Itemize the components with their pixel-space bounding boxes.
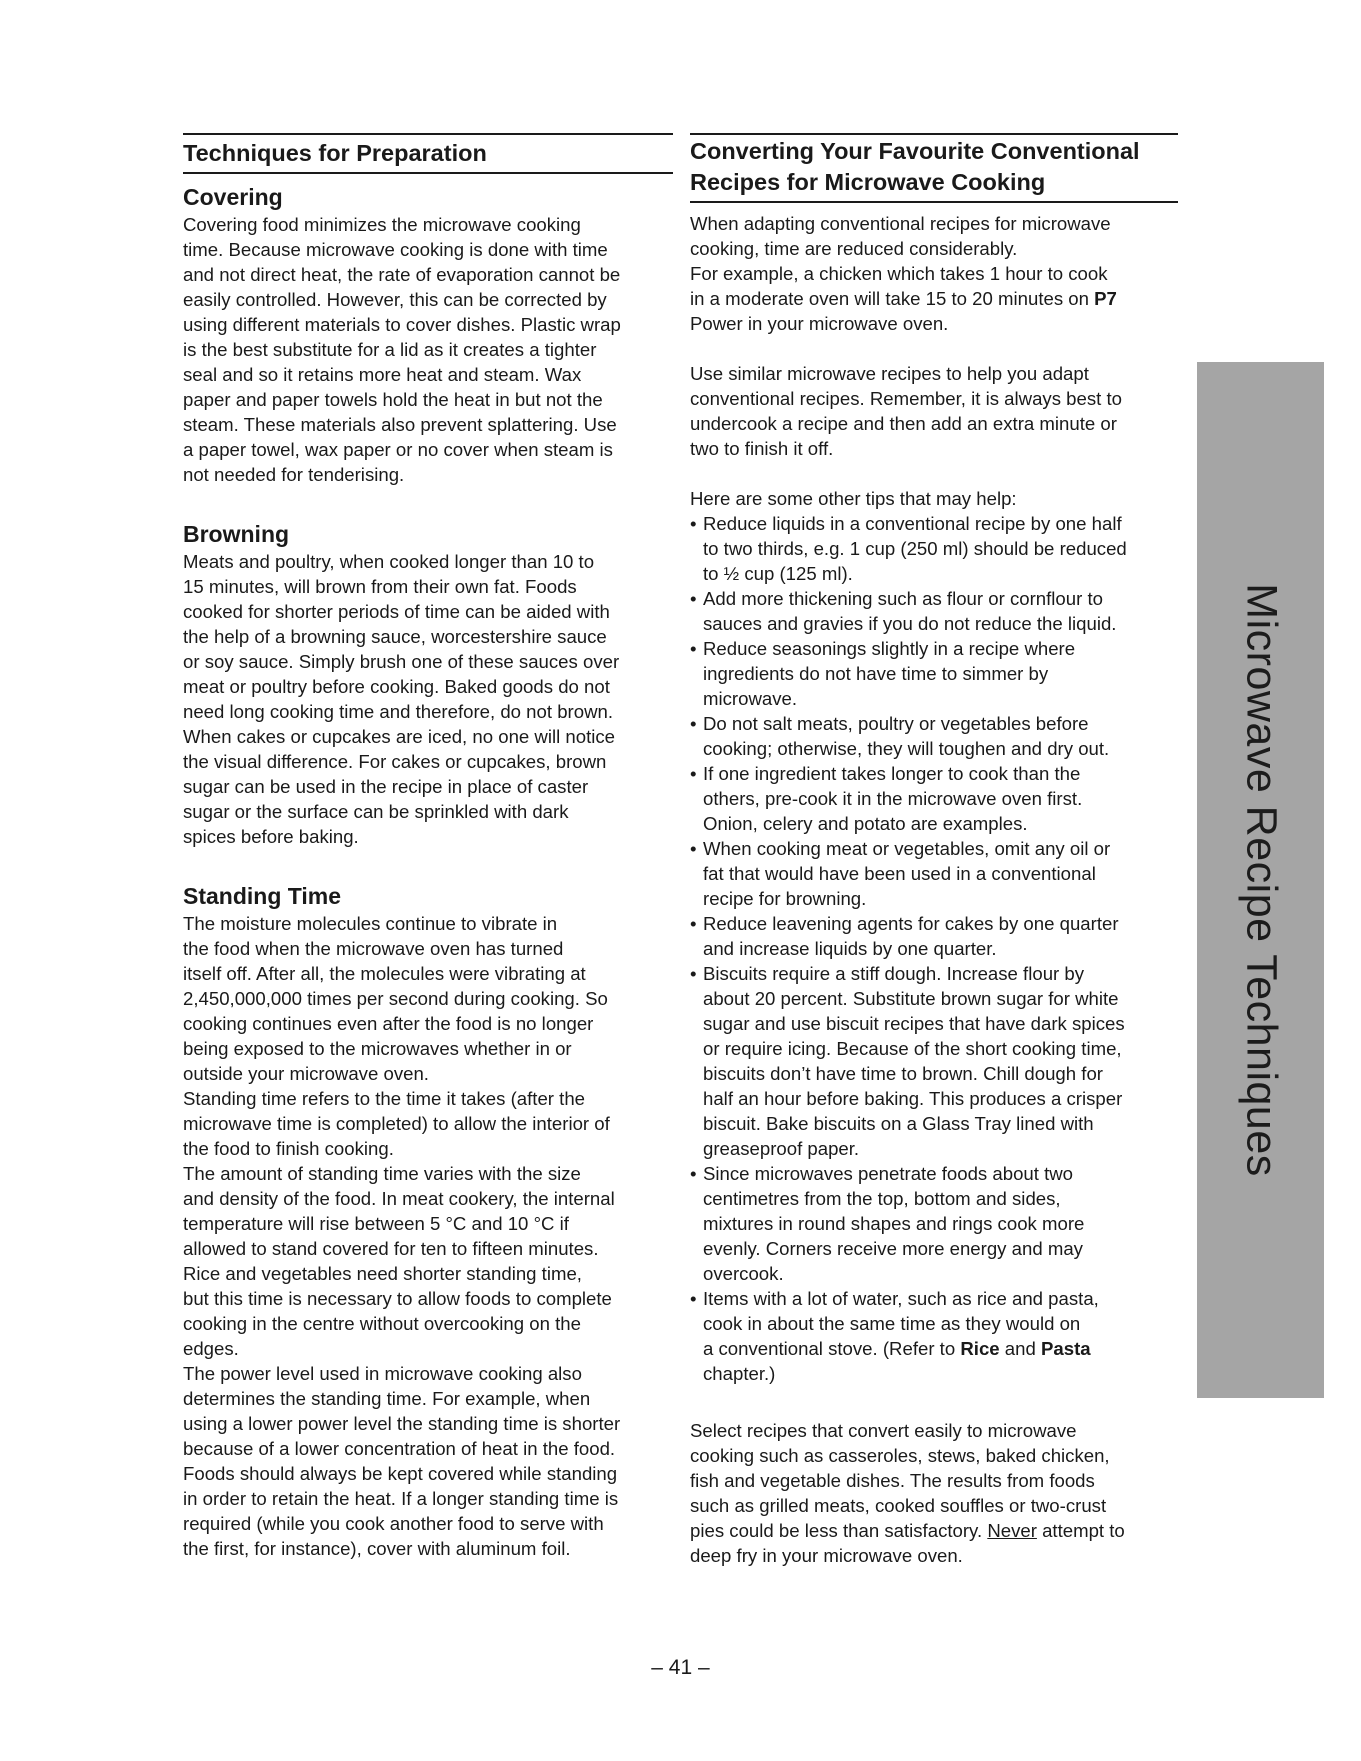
text-line: or require icing. Because of the short cooking time,	[703, 1038, 1122, 1059]
heading-browning: Browning	[183, 521, 290, 547]
text-line: Onion, celery and potato are examples.	[703, 813, 1028, 834]
text-line: biscuit. Bake biscuits on a Glass Tray lined with	[703, 1113, 1094, 1134]
text-line: in order to retain the heat. If a longer standing time is	[183, 1488, 619, 1509]
text-line: Use similar microwave recipes to help you adapt	[690, 363, 1089, 384]
text-line: allowed to stand covered for ten to fifteen minutes.	[183, 1238, 599, 1259]
tips-list	[690, 511, 1178, 1386]
chapter-tab	[1197, 362, 1324, 1398]
text-line: using different materials to cover dishes. Plastic wrap	[183, 314, 621, 335]
text-line: cook in about the same time as they would on	[703, 1313, 1081, 1334]
text-line: the help of a browning sauce, worcestershire sauce	[183, 626, 607, 647]
text-line: half an hour before baking. This produces a crisper	[703, 1088, 1123, 1109]
text-line: about 20 percent. Substitute brown sugar for white	[703, 988, 1119, 1009]
text-line: the food to finish cooking.	[183, 1138, 394, 1159]
text-line: Add more thickening such as flour or cornflour to	[703, 588, 1103, 609]
text-line: Select recipes that convert easily to microwave	[690, 1420, 1077, 1441]
text-line: two to finish it off.	[690, 438, 834, 459]
tip-item	[690, 836, 1178, 911]
power-level-p7: P7	[1094, 288, 1117, 309]
browning-text	[183, 549, 673, 849]
text-line: conventional recipes. Remember, it is always best to	[690, 388, 1122, 409]
text-line	[690, 286, 1178, 311]
text-line: meat or poultry before cooking. Baked goods do not	[183, 676, 610, 697]
text-line: microwave time is completed) to allow the interior of	[183, 1113, 610, 1134]
text-line: others, pre-cook it in the microwave oven first.	[703, 788, 1083, 809]
text-line: Reduce liquids in a conventional recipe by one half	[703, 513, 1122, 534]
text-line: ingredients do not have time to simmer by	[703, 663, 1049, 684]
text-line: not needed for tenderising.	[183, 464, 405, 485]
text-line: to ½ cup (125 ml).	[703, 563, 853, 584]
text-line: easily controlled. However, this can be corrected by	[183, 289, 607, 310]
text-line: cooking; otherwise, they will toughen and dry out.	[703, 738, 1110, 759]
text-line: sugar and use biscuit recipes that have dark spices	[703, 1013, 1125, 1034]
text-line: Biscuits require a stiff dough. Increase flour by	[703, 963, 1085, 984]
text-line: seal and so it retains more heat and steam. Wax	[183, 364, 582, 385]
text-line: Reduce seasonings slightly in a recipe where	[703, 638, 1076, 659]
text-line: sugar can be used in the recipe in place of caster	[183, 776, 589, 797]
text-line: If one ingredient takes longer to cook than the	[703, 763, 1081, 784]
text-line: Rice and vegetables need shorter standing time,	[183, 1263, 582, 1284]
title-line: Converting Your Favourite Conventional	[690, 138, 1140, 164]
text-line: The amount of standing time varies with the size	[183, 1163, 581, 1184]
text-line: steam. These materials also prevent splattering. Use	[183, 414, 617, 435]
text-line: When adapting conventional recipes for microwave	[690, 213, 1111, 234]
text-line: using a lower power level the standing time is shorter	[183, 1413, 621, 1434]
text-line: mixtures in round shapes and rings cook more	[703, 1213, 1085, 1234]
text-line: cooking, time are reduced considerably.	[690, 238, 1018, 259]
select-recipes-text	[690, 1418, 1178, 1568]
tip-item	[690, 711, 1178, 761]
tip-item	[690, 911, 1178, 961]
text-line: cooked for shorter periods of time can be aided with	[183, 601, 610, 622]
text-line: and density of the food. In meat cookery, the internal	[183, 1188, 615, 1209]
text-line: cooking continues even after the food is no longer	[183, 1013, 594, 1034]
text-line: and not direct heat, the rate of evaporation cannot be	[183, 264, 621, 285]
text-line: Foods should always be kept covered while standing	[183, 1463, 618, 1484]
text-line: The power level used in microwave cooking also	[183, 1363, 582, 1384]
page-number: – 41 –	[651, 1656, 710, 1679]
text-line: outside your microwave oven.	[183, 1063, 429, 1084]
top-rule	[690, 133, 1178, 135]
tip-item	[690, 761, 1178, 836]
text-line: Items with a lot of water, such as rice and pasta,	[703, 1288, 1099, 1309]
text-line: cooking in the centre without overcooking on the	[183, 1313, 581, 1334]
text-span: pies could be less than satisfactory.	[690, 1520, 988, 1541]
text-line: Reduce leavening agents for cakes by one quarter	[703, 913, 1119, 934]
text-line: When cakes or cupcakes are iced, no one will notice	[183, 726, 616, 747]
pasta-reference: Pasta	[1041, 1338, 1091, 1359]
section-title-techniques: Techniques for Preparation	[183, 140, 487, 166]
text-line: time. Because microwave cooking is done with time	[183, 239, 608, 260]
text-span: and	[999, 1338, 1041, 1359]
text-line: microwave.	[703, 688, 798, 709]
text-line: overcook.	[703, 1263, 784, 1284]
text-line: Power in your microwave oven.	[690, 313, 949, 334]
text-line: 15 minutes, will brown from their own fat. Foods	[183, 576, 577, 597]
text-line: Standing time refers to the time it takes (after the	[183, 1088, 586, 1109]
text-span: attempt to	[1036, 1520, 1125, 1541]
text-line: fish and vegetable dishes. The results from foods	[690, 1470, 1095, 1491]
text-line: determines the standing time. For example, when	[183, 1388, 591, 1409]
text-line: or soy sauce. Simply brush one of these sauces over	[183, 651, 620, 672]
right-column	[690, 133, 1178, 1568]
text-line: The moisture molecules continue to vibrate in	[183, 913, 558, 934]
title-line: Recipes for Microwave Cooking	[690, 169, 1046, 195]
intro-text	[690, 211, 1178, 336]
tip-item	[690, 636, 1178, 711]
tip-item	[690, 511, 1178, 586]
covering-text	[183, 212, 673, 487]
text-line: to two thirds, e.g. 1 cup (250 ml) should be reduced	[703, 538, 1127, 559]
never-emphasis: Never	[987, 1520, 1037, 1541]
chapter-tab-label: Microwave Recipe Techniques	[1237, 583, 1285, 1177]
text-span: a conventional stove. (Refer to	[703, 1338, 961, 1359]
text-line: a paper towel, wax paper or no cover when steam is	[183, 439, 613, 460]
tip-item	[690, 1286, 1178, 1386]
text-line: being exposed to the microwaves whether in or	[183, 1038, 572, 1059]
text-line: but this time is necessary to allow foods to complete	[183, 1288, 612, 1309]
text-line: biscuits don’t have time to brown. Chill dough for	[703, 1063, 1103, 1084]
left-column	[183, 133, 673, 1561]
tip-item	[690, 1161, 1178, 1286]
tip-item	[690, 961, 1178, 1161]
text-line: recipe for browning.	[703, 888, 867, 909]
text-line: temperature will rise between 5 °C and 10 °C if	[183, 1213, 569, 1234]
rice-reference: Rice	[960, 1338, 1000, 1359]
heading-standing-time: Standing Time	[183, 883, 342, 909]
text-line: and increase liquids by one quarter.	[703, 938, 997, 959]
text-line: Meats and poultry, when cooked longer than 10 to	[183, 551, 595, 572]
text-line: spices before baking.	[183, 826, 359, 847]
text-line: such as grilled meats, cooked souffles or two-crust	[690, 1495, 1107, 1516]
text-line: because of a lower concentration of heat in the food.	[183, 1438, 616, 1459]
text-line: For example, a chicken which takes 1 hour to cook	[690, 263, 1108, 284]
text-line: is the best substitute for a lid as it creates a tighter	[183, 339, 597, 360]
text-line: chapter.)	[703, 1363, 776, 1384]
standing-time-text	[183, 911, 673, 1561]
tips-intro: Here are some other tips that may help:	[690, 488, 1017, 509]
tip-item	[690, 586, 1178, 636]
text-line: paper and paper towels hold the heat in but not the	[183, 389, 603, 410]
text-line: fat that would have been used in a conventional	[703, 863, 1096, 884]
text-line: Covering food minimizes the microwave cooking	[183, 214, 581, 235]
text-line: the first, for instance), cover with aluminum foil.	[183, 1538, 571, 1559]
text-line: the visual difference. For cakes or cupcakes, brown	[183, 751, 607, 772]
text-line: sugar or the surface can be sprinkled with dark	[183, 801, 569, 822]
text-line: itself off. After all, the molecules were vibrating at	[183, 963, 586, 984]
text-line: When cooking meat or vegetables, omit any oil or	[703, 838, 1111, 859]
text-span: in a moderate oven will take 15 to 20 minutes on	[690, 288, 1095, 309]
text-line: 2,450,000,000 times per second during cooking. So	[183, 988, 608, 1009]
text-line: edges.	[183, 1338, 239, 1359]
top-rule	[183, 133, 673, 135]
text-line: required (while you cook another food to serve with	[183, 1513, 604, 1534]
text-line	[690, 1518, 1178, 1543]
text-line: the food when the microwave oven has turned	[183, 938, 564, 959]
text-line: evenly. Corners receive more energy and may	[703, 1238, 1083, 1259]
text-line: deep fry in your microwave oven.	[690, 1545, 963, 1566]
text-line: need long cooking time and therefore, do not brown.	[183, 701, 614, 722]
similar-recipes-text	[690, 361, 1178, 461]
section-title-converting	[690, 136, 1178, 198]
text-line: centimetres from the top, bottom and sides,	[703, 1188, 1061, 1209]
text-line: undercook a recipe and then add an extra minute or	[690, 413, 1117, 434]
text-line: Since microwaves penetrate foods about two	[703, 1163, 1074, 1184]
text-line: sauces and gravies if you do not reduce the liquid.	[703, 613, 1117, 634]
text-line: Do not salt meats, poultry or vegetables before	[703, 713, 1089, 734]
text-line: cooking such as casseroles, stews, baked chicken,	[690, 1445, 1110, 1466]
text-line: greaseproof paper.	[703, 1138, 860, 1159]
heading-covering: Covering	[183, 184, 283, 210]
